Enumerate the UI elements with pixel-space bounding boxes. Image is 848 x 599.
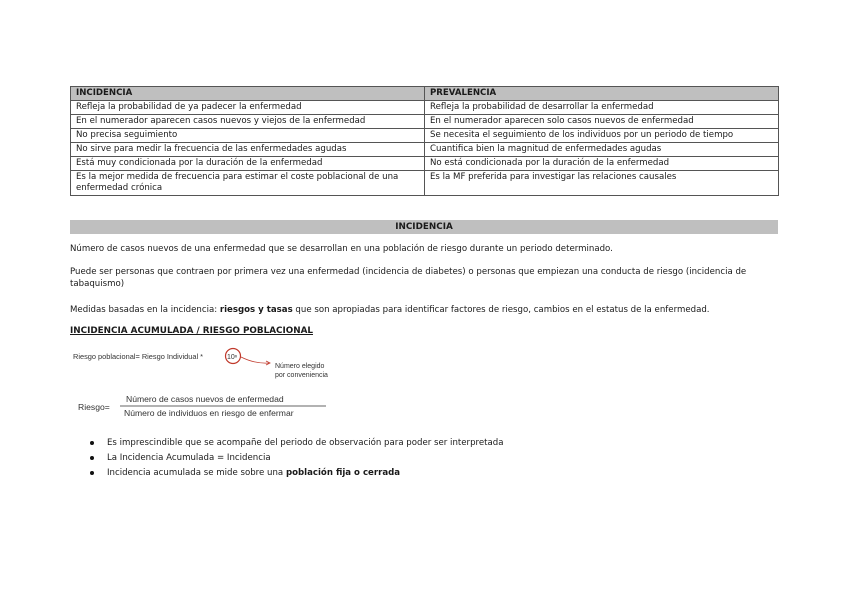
risk-formula-image <box>70 344 370 422</box>
table-cell: Cuantifica bien la magnitud de enfermedades agudas <box>425 143 779 157</box>
table-cell: Es la mejor medida de frecuencia para estimar el coste poblacional de una enfermedad crónica <box>71 171 425 196</box>
table-row <box>71 171 779 196</box>
table-cell: Se necesita el seguimiento de los individuos por un periodo de tiempo <box>425 129 779 143</box>
formula-denominator: Número de individuos en riesgo de enfermar <box>124 408 294 418</box>
arrow-line <box>241 357 269 363</box>
comparison-table <box>70 86 779 196</box>
paragraph-examples: Puede ser personas que contraen por primera vez una enfermedad (incidencia de diabetes) o personas que empiezan una conducta de riesgo (incidencia de tabaquismo) <box>70 267 747 289</box>
bullet-list <box>90 436 504 481</box>
table-header-row <box>71 87 779 101</box>
paragraph-measures <box>70 304 778 316</box>
measures-text-end: que son apropiadas para identificar factores de riesgo, cambios en el estatus de la enfermedad. <box>292 305 710 315</box>
bullet-bold: población fija o cerrada <box>285 468 401 478</box>
table-row <box>71 115 779 129</box>
list-item <box>90 466 504 481</box>
table-cell: En el numerador aparecen casos nuevos y viejos de la enfermedad <box>71 115 425 129</box>
table-cell: Refleja la probabilidad de desarrollar la enfermedad <box>425 101 779 115</box>
table-row <box>71 101 779 115</box>
paragraph-definition: Número de casos nuevos de una enfermedad que se desarrollan en una población de riesgo durante un periodo determinado. <box>70 244 613 254</box>
formula-power: 10ⁿ <box>227 354 238 361</box>
formula-line1: Riesgo poblacional= Riesgo Individual * <box>73 352 204 361</box>
formula-note-2: por conveniencia <box>275 372 328 379</box>
measures-bold: riesgos y tasas <box>219 305 293 315</box>
table-row <box>71 157 779 171</box>
formula-lhs: Riesgo= <box>78 402 110 412</box>
header-prevalencia: PREVALENCIA <box>425 87 779 101</box>
subheading: INCIDENCIA ACUMULADA / RIESGO POBLACIONAL <box>70 326 313 336</box>
list-item: La Incidencia Acumulada = Incidencia <box>90 451 504 466</box>
table-row <box>71 129 779 143</box>
table-row <box>71 143 779 157</box>
bullet-text: Incidencia acumulada se mide sobre una <box>107 468 286 478</box>
list-item: Es imprescindible que se acompañe del periodo de observación para poder ser interpretada <box>90 436 504 451</box>
table-cell: No está condicionada por la duración de la enfermedad <box>425 157 779 171</box>
table-cell: No precisa seguimiento <box>71 129 425 143</box>
table-cell: En el numerador aparecen solo casos nuevos de enfermedad <box>425 115 779 129</box>
table-cell: Está muy condicionada por la duración de la enfermedad <box>71 157 425 171</box>
header-incidencia: INCIDENCIA <box>71 87 425 101</box>
section-title-bar: INCIDENCIA <box>70 220 778 234</box>
table-cell: Refleja la probabilidad de ya padecer la enfermedad <box>71 101 425 115</box>
table-cell: Es la MF preferida para investigar las relaciones causales <box>425 171 779 196</box>
formula-note-1: Número elegido <box>275 363 325 370</box>
formula-numerator: Número de casos nuevos de enfermedad <box>126 394 284 404</box>
measures-text: Medidas basadas en la incidencia: <box>70 305 220 315</box>
table-cell: No sirve para medir la frecuencia de las enfermedades agudas <box>71 143 425 157</box>
